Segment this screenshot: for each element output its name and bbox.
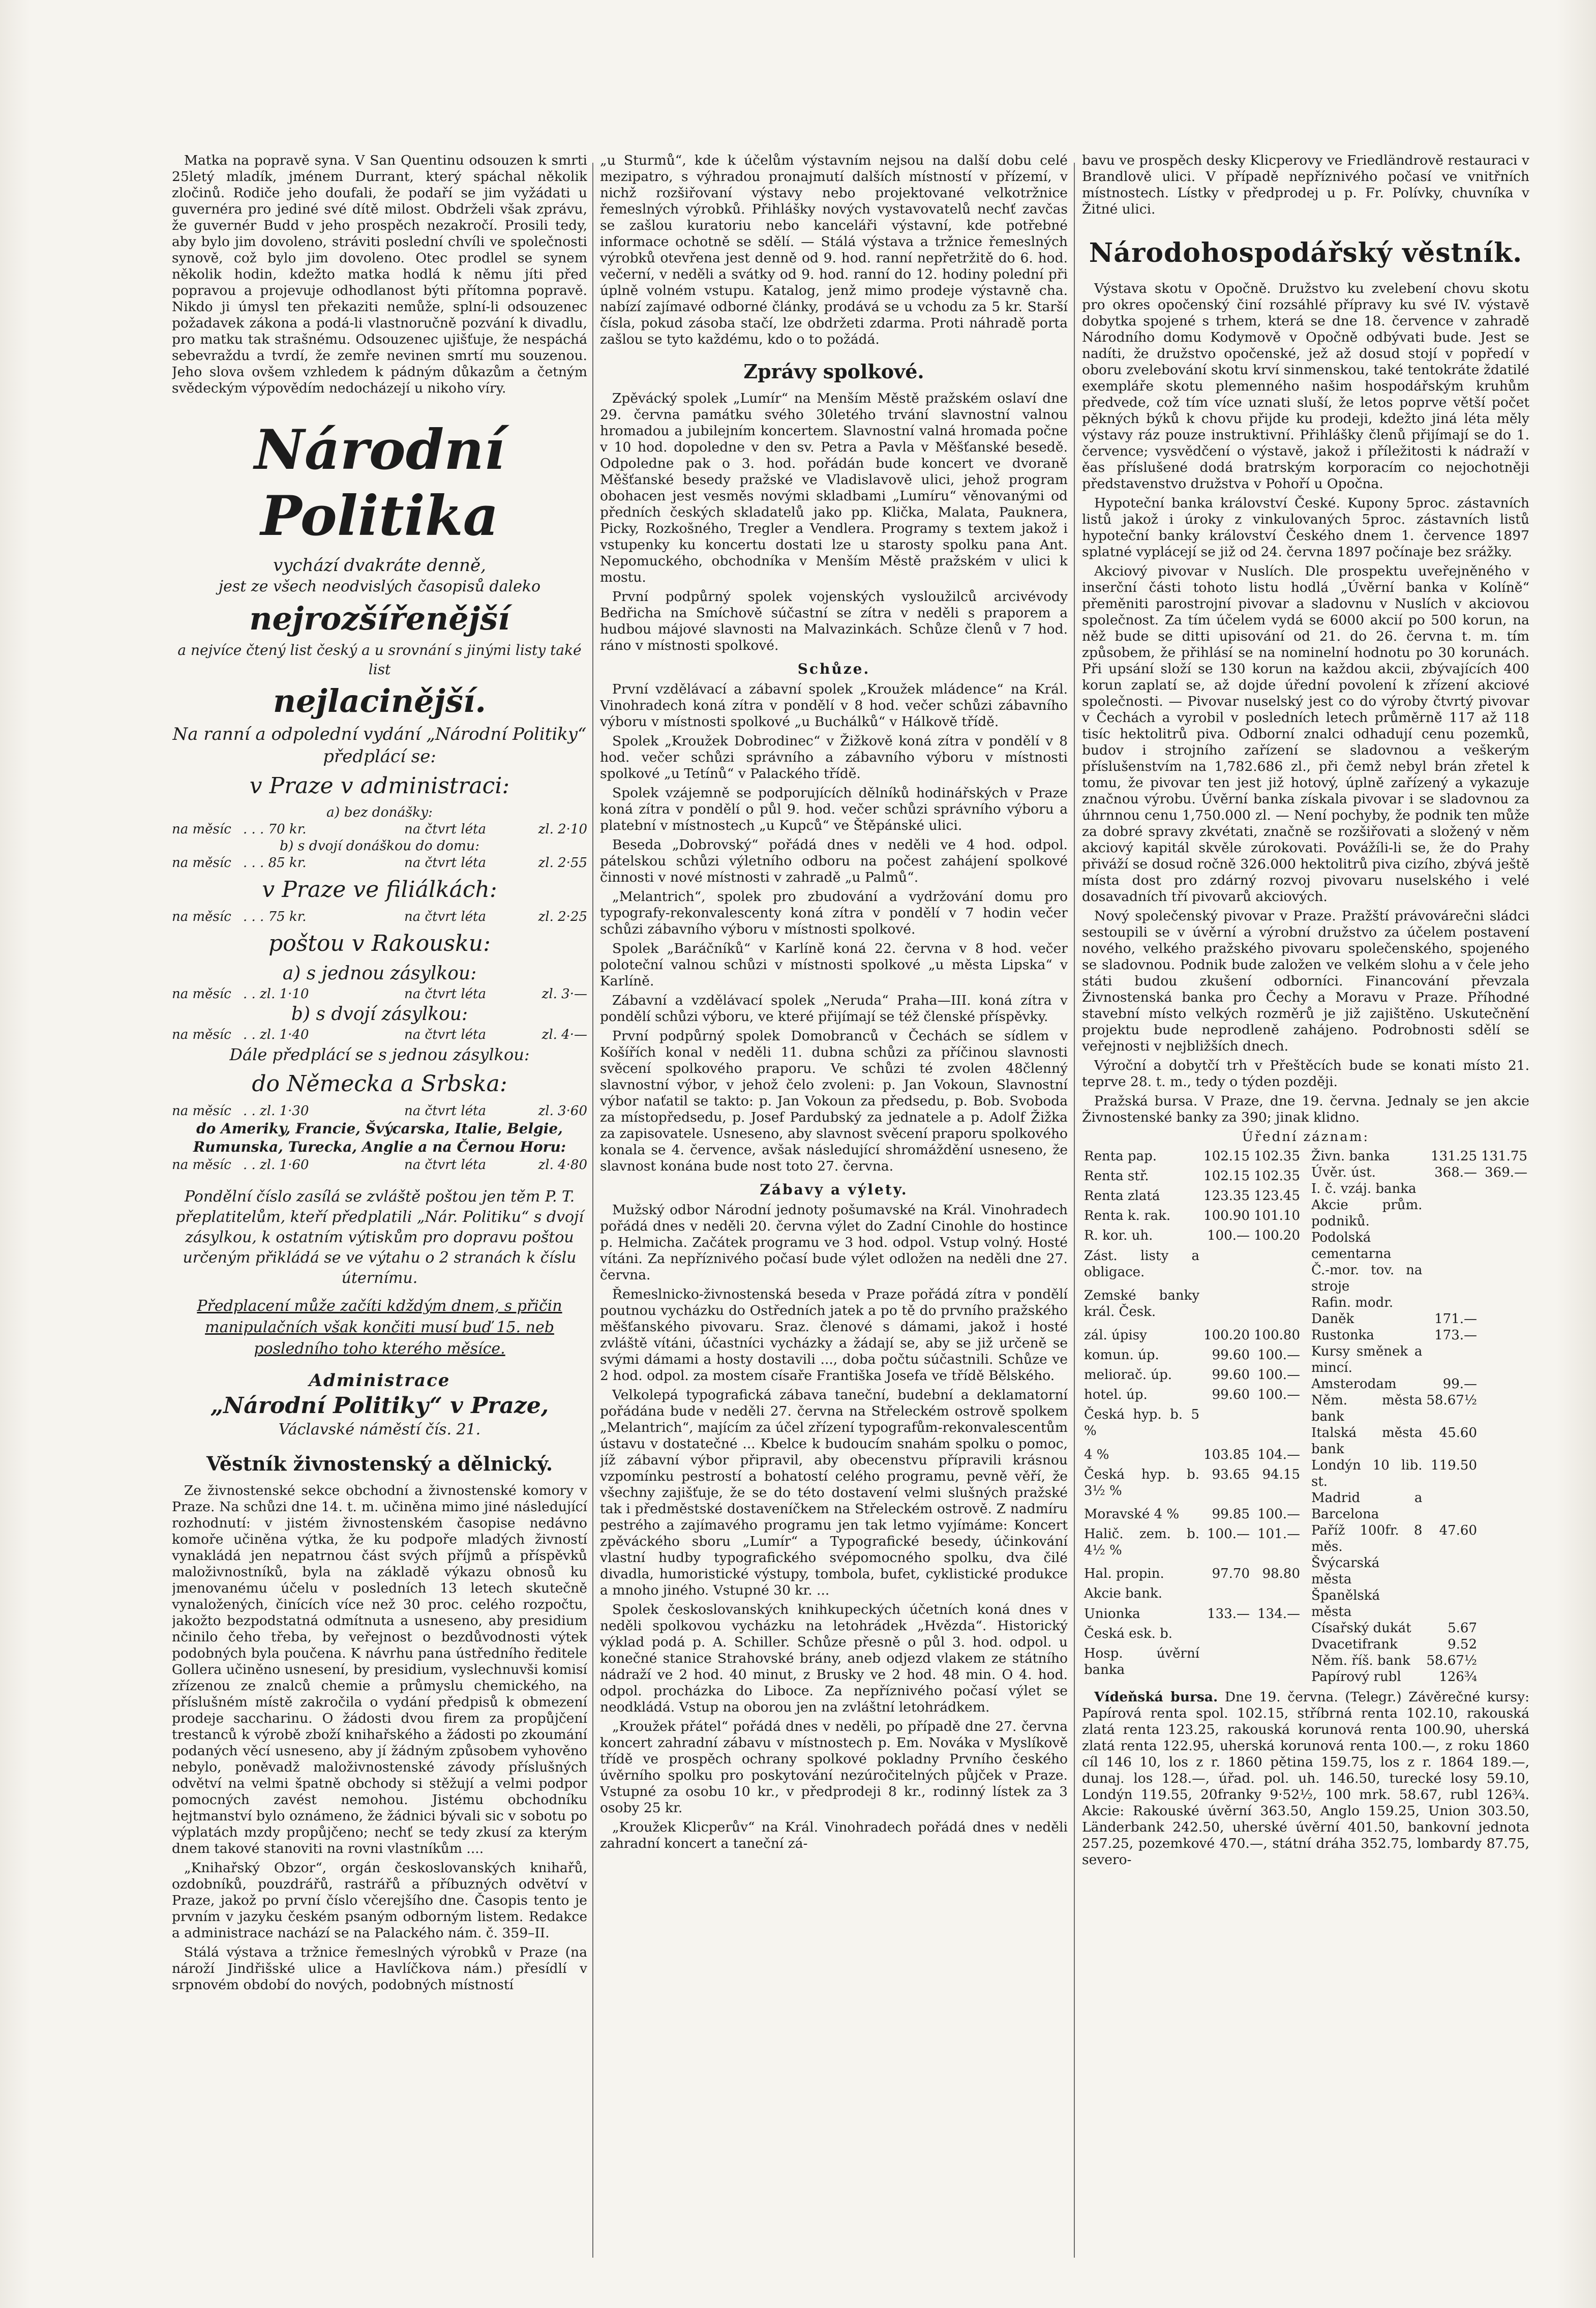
rates-heading: Úřední záznam: xyxy=(1242,1129,1370,1145)
rate-value: 102.15 xyxy=(1203,1149,1250,1164)
rate-value: 93.65 xyxy=(1212,1466,1250,1482)
rate-value: 134.— xyxy=(1257,1606,1300,1622)
rate-label: 4 % xyxy=(1084,1447,1109,1462)
rate-row xyxy=(1082,1347,1302,1367)
rate-row xyxy=(1309,1490,1529,1522)
rate-row xyxy=(1309,1295,1529,1311)
rate-label: Paříž 100fr. 8 měs. xyxy=(1311,1523,1423,1554)
article-paragraph: Ze živnostenské sekce obchodní a živnostenské komory v Praze. Na schůzi dne 14. t. m. učiněna mimo jiné následující rozhodnutí: v jistém živnostenském časopise nedávno komoře učiněna výtka, že ku podpoře mladých živností vynakládá jen nepatrnou část svých příjmů a příspěvků maloživnostníků, byla na základě výkazu obnosů ku jmenovanému účelu v posledních 13 letech skutečně vynaložených, činících více než 30 proc. celého rozpočtu, jakožto bezpodstatná odmítnuta a usneseno, aby presidium nčinilo čeho třeba, by veřejnost o bezdůvodnosti výtek podobných byla poučena. K návrhu pana ústředního ředitele Gollera učiněno usnesení, by presidium, vyslechnuvši komisí zřízenou ze znalců chemie a průmyslu chemického, na příslušném místě zakročila o vydání předpisů k obmezení prodeje saccharinu. O žádosti dvou firem za propůjčení trestanců k výrobě zboží knihařského a žádosti po zkoumání podaných věcí usneseno, aby jí žádným způsobem vyhověno nebylo, poněvadž maloživnostenské závody příslušných odvětví na velmi špatně obchody si stěžují a velmi podpor pomocných zavést nemohou. Jistému obchodníku hejtmanství bylo oznámeno, že žádnici bývali sic v sobotu po výplatách mzdy propůjčeno; nechť se tedy zkusí za kterým dnem takové stanoviti na rovni vlastníkům .... xyxy=(172,1483,587,1856)
rate-label: Živn. banka xyxy=(1311,1149,1390,1164)
article-paragraph: Spolek „Baráčníků“ v Karlíně koná 22. června v 8 hod. večer poloteční valnou schůzi v místnosti spolkové „u města Lipska“ v Karlíně. xyxy=(600,941,1068,989)
rate-label: hotel. úp. xyxy=(1084,1387,1148,1403)
rate-value xyxy=(1252,1406,1302,1446)
rate-value xyxy=(1479,1425,1529,1457)
rate-value xyxy=(1479,1587,1529,1620)
rate-row xyxy=(1082,1606,1302,1626)
rate-label: Podolská cementarna xyxy=(1311,1230,1392,1262)
rate-label: Císařský dukát xyxy=(1311,1621,1411,1636)
price-row: na měsíc . . zl. 1·60 na čtvrt léta zl. 4·80 xyxy=(172,1157,587,1173)
rates-tables xyxy=(1082,1148,1529,1685)
rate-label: Něm. města bank xyxy=(1311,1393,1423,1424)
article-paragraph: Mužský odbor Národní jednoty pošumavské na Král. Vinohradech pořádá dnes v neděli 20. června výlet do Zadní Cinohle do hostince p. Helmicha. Začátek programu ve 3 hod. odpol. Vstup volný. Hosté vítáni. Za nepříznivého počasí bude výlet odložen na neděli dne 27. června. xyxy=(600,1202,1068,1283)
rate-row xyxy=(1082,1227,1302,1247)
rate-value: 99.85 xyxy=(1212,1506,1250,1522)
section-heading: Národohospodářský věstník. xyxy=(1089,237,1523,268)
rate-value xyxy=(1252,1287,1302,1327)
price-row: na měsíc . . zl. 1·40 na čtvrt léta zl. 4·— xyxy=(172,1027,587,1042)
rate-label: Dvacetifrank xyxy=(1311,1637,1398,1652)
np-advert-note: Předplacení může začíti kdždým dnem, s přičin manipulačních však končiti musí buď 15. neb posledního toho kterého měsíce. xyxy=(197,1297,562,1358)
rate-value xyxy=(1424,1262,1479,1295)
rate-label: Rafin. modr. xyxy=(1311,1295,1394,1310)
rate-value: 58.67½ xyxy=(1426,1653,1478,1668)
rate-value xyxy=(1479,1457,1529,1490)
rate-row xyxy=(1082,1645,1302,1685)
article-paragraph: „Kroužek přátel“ pořádá dnes v neděli, po případě dne 27. června koncert zahradní zábavu v místnostech p. Em. Nováka v Myslíkově třídě ve prospěch ochrany spolkové pokladny Prvního českého úvěrního spolku pro poskytování nezúročitelných půjček v Praze. Vstupné za osobu 10 kr., v předprodeji 8 kr., rodinný lístek za 3 osoby 25 kr. xyxy=(600,1719,1068,1816)
rate-value: 58.67½ xyxy=(1426,1393,1478,1408)
article-paragraph: „Kroužek Klicperův“ na Král. Vinohradech pořádá dnes v neděli zahradní koncert a taneční zá- xyxy=(600,1819,1068,1851)
rate-value: 100.80 xyxy=(1254,1327,1300,1343)
rate-row xyxy=(1309,1653,1529,1669)
rate-label: Hosp. úvěrní banka xyxy=(1084,1645,1200,1677)
bursa-heading: Vídeňská bursa. xyxy=(1094,1689,1218,1705)
article-paragraph: Beseda „Dobrovský“ pořádá dnes v neděli ve 4 hod. odpol. pátelskou schůzi výletního odboru na počest zahájení spolkové činnosti v nové místnosti v zahradě „u Palmů“. xyxy=(600,837,1068,885)
rate-value xyxy=(1201,1585,1252,1605)
rate-value: 101.— xyxy=(1257,1526,1300,1542)
rate-row xyxy=(1309,1262,1529,1295)
rate-label: Č.-mor. tov. na stroje xyxy=(1311,1263,1423,1294)
rate-label: Renta stř. xyxy=(1084,1168,1149,1184)
rate-label: Renta zlatá xyxy=(1084,1188,1160,1204)
np-advert-line: Na ranní a odpolední vydání „Národní Politiky“ předplácí se: xyxy=(172,724,587,767)
admin-heading: „Národní Politiky“ v Praze, xyxy=(210,1393,549,1419)
price-heading: v Praze ve filiálkách: xyxy=(262,877,497,903)
rate-row xyxy=(1309,1457,1529,1490)
price-sub: a) bez donášky: xyxy=(326,804,433,820)
rate-value xyxy=(1424,1295,1479,1311)
rate-value: 171.— xyxy=(1434,1311,1478,1327)
article-paragraph: První podpůrný spolek vojenských vysloužilců arcivévody Bedřicha na Smíchově súčastní se zítra v neděli s praporem a hudbou májové slavnosti na Malvazinkách. Schůze členů v 7 hod. ráno v místnosti spolkové. xyxy=(600,589,1068,653)
rate-row xyxy=(1082,1506,1302,1526)
rate-label: Kursy směnek a mincí. xyxy=(1311,1344,1423,1375)
rate-value: 101.10 xyxy=(1254,1208,1300,1224)
rate-label: Amsterodam xyxy=(1311,1376,1397,1392)
article-paragraph: Velkolepá typografická zábava taneční, budební a deklamatorní pořádána bude v neděli 27. června na Střeleckém ostrově spolkem „Melantrich“, majícím za účel zřízení typografům-rekonvalescentům ústavu v dostatečné ... Kbelce k budoucím snahám spolku o pomoc, jíž zábavní výbor připravil, aby obecenstvu přípravili krásnou vzpomínku pestrostí a bohatostí celého programu, pevně věří, že všechny zajišťuje, že se do této dostavení velmi slušných pražské tak i předměstské dostaveníčkem na Střeleckém ostrově. Z nadmíru pestrého a zajímavého programu jen tak letmo vyjímáme: Koncert zpěváckého sboru „Lumír“ a Typografické besedy, účinkování vlastní hudby typografického svépomocného spolku, dva čilé divadla, humoristické výstupy, tombola, bufet, cyklistické produkce a mnoho jiného. Vstupné 30 kr. ... xyxy=(600,1387,1068,1598)
rate-row xyxy=(1082,1168,1302,1188)
rate-row xyxy=(1082,1526,1302,1566)
rate-value: 5.67 xyxy=(1448,1621,1478,1636)
article-paragraph: Nový společenský pivovar v Praze. Pražští právovárečni sládci sestoupili se v úvěrní a výrobní družstvo za účelem postavení nového, velkého pražského pivovaru společenského, spojeného se sladovnou. Podnik bude založen ve velkém slohu a v čele jeho státi budou zkušení odborníci. Financování převzala Živnostenská banka pro Čechy a Moravu v Praze. Příhodné stavební místo velkých rozměrů je již zajištěno. Uskutečnění projektu bude neprodleně zahájeno. Podrobnosti sdělí se veřejnosti v nejbližších dnech. xyxy=(1082,908,1529,1054)
rate-label: Španělská města xyxy=(1311,1588,1380,1620)
rate-value: 100.— xyxy=(1207,1526,1250,1542)
rate-row xyxy=(1082,1447,1302,1466)
rate-value xyxy=(1479,1197,1529,1230)
rate-value: 100.— xyxy=(1257,1506,1300,1522)
rate-label: Akcie bank. xyxy=(1084,1586,1162,1602)
article-paragraph: Zábavní a vzdělávací spolek „Neruda“ Praha—III. koná zítra v pondělí schůzi výboru, ve které přijímají se též členské příspěvky. xyxy=(600,993,1068,1025)
rate-value xyxy=(1479,1620,1529,1636)
rate-value: 100.— xyxy=(1257,1347,1300,1363)
rate-label: Hal. propin. xyxy=(1084,1566,1164,1582)
rate-row xyxy=(1309,1148,1529,1164)
rate-value: 104.— xyxy=(1257,1447,1300,1462)
article-paragraph: Spolek vzájemně se podporujících dělníků hodinářských v Praze koná zítra v pondělí o půl 9. hod. večer schůzi správního výboru a platební v místnostech „u Kupců“ ve Štěpánské ulici. xyxy=(600,785,1068,833)
article-paragraph: Zpěvácký spolek „Lumír“ na Menším Městě pražském oslaví dne 29. června památku svého 30letého trvání slavnostní valnou hromadou a jubilejním koncertem. Slavnostní valná hromada počne v 10 hod. dopoledne v den sv. Petra a Pavla v Měšťanské besedě. Odpoledne pak o 3. hod. pořádán bude koncert ve dvoraně Měšťanské besedy pražské ve Vladislavově ulici, jehož program obohacen jest vesměs novými skladbami „Lumíru“ věnovanými od předních českých skladatelů jako pp. Klička, Malata, Pauknera, Picky, Rozkošného, Tregler a Vendlera. Programy s textem jakož i vstupenky ku koncertu dostati lze u starosty spolku pana Ant. Nepomuckého, obchodníka v Menším Městě pražském v ulici k mostu. xyxy=(600,391,1068,585)
rate-value xyxy=(1252,1248,1302,1287)
rate-value: 100.20 xyxy=(1203,1327,1250,1343)
rate-value: 99.— xyxy=(1442,1376,1478,1392)
price-row: na měsíc . . zl. 1·10 na čtvrt léta zl. 3·— xyxy=(172,986,587,1002)
column-rule xyxy=(592,163,593,2258)
rate-label: Renta pap. xyxy=(1084,1149,1157,1164)
rate-value xyxy=(1479,1636,1529,1653)
rate-row xyxy=(1309,1636,1529,1653)
np-advert-headline: nejrozšířenější xyxy=(249,600,510,637)
article-paragraph: První podpůrný spolek Domobranců v Čechách se sídlem v Košířích konal v neděli 11. dubna schůzi za příčinou slavnosti svěcení spolkového praporu. Ve schůzi té zvolen 48členný slavnostní výbor, v jehož čelo zvoleni: p. Jan Vokoun, Slavnostní výbor naťatil se takto: p. Jan Vokoun za předsedu, p. Bob. Svoboda za místopředsedu, p. Josef Pardubský za jednatele a p. Adolf Žižka za zapisovatele. Usneseno, aby slavnost svěcení praporu spolkového konala se 4. července, avšak následující shromáždění usneseno, že slavnost konána bude nost toto 27. června. xyxy=(600,1028,1068,1174)
admin-address: Václavské náměstí čís. 21. xyxy=(278,1421,481,1438)
rate-value: 99.60 xyxy=(1212,1367,1250,1383)
rate-value: 98.80 xyxy=(1262,1566,1300,1582)
rate-label: Česká esk. b. xyxy=(1084,1626,1173,1641)
article-paragraph: Výroční a dobytčí trh v Přeštěcích bude se konati místo 21. teprve 28. t. m., tedy o týden později. xyxy=(1082,1058,1529,1090)
rate-value: 47.60 xyxy=(1439,1523,1478,1538)
rate-row xyxy=(1309,1392,1529,1425)
rate-label: zál. úpisy xyxy=(1084,1327,1147,1343)
price-sub: a) s jednou zásylkou: xyxy=(282,963,477,984)
rate-row xyxy=(1309,1164,1529,1181)
rate-label: Akcie prům. podniků. xyxy=(1311,1197,1423,1229)
rate-row xyxy=(1082,1626,1302,1645)
rate-value xyxy=(1201,1645,1252,1685)
rate-value xyxy=(1479,1490,1529,1522)
price-heading: poštou v Rakousku: xyxy=(268,931,491,956)
rate-row xyxy=(1082,1148,1302,1168)
rate-value: 126¾ xyxy=(1439,1669,1478,1685)
rate-row xyxy=(1309,1311,1529,1327)
rate-row xyxy=(1309,1522,1529,1555)
article-paragraph: „u Sturmů“, kde k účelům výstavním nejsou na další dobu celé mezipatro, s výhradou pronajmutí dalších místností v přízemí, v nichž rozšiřovaní výstavy nebo projektované velkotržnice řemeslných výrobků. Přihlášky nových vystavovatelů nechť zavčas se zašlou kuratoriu nebo kanceláři výstavní, kde potřebné informace ochotně se sdělí. — Stálá výstava a tržnice řemeslných výrobků otevřena jest denně od 9. hod. ranní nepřetržitě do 6. hod. večerní, v neděli a svátky od 9. hod. ranní do 12. hodiny polední při úplně volném vstupu. Katalog, jenž mimo prodeje výstavně cha. nabízí zajímavé odborné články, prodává se u vchodu za 5 kr. Starší čísla, pokud zásoba stačí, lze obdržeti zdarma. Proti náhradě porta zašlou se tyto každému, kdo o to požádá. xyxy=(600,153,1068,347)
rate-row xyxy=(1309,1587,1529,1620)
rate-value: 102.35 xyxy=(1254,1149,1300,1164)
rate-label: Něm. říš. bank xyxy=(1311,1653,1410,1668)
rate-label: Rustonka xyxy=(1311,1328,1374,1343)
rate-value: 119.50 xyxy=(1431,1458,1478,1473)
rate-row xyxy=(1309,1669,1529,1685)
np-advert-headline: nejlacinější. xyxy=(273,682,486,720)
rate-value: 173.— xyxy=(1434,1328,1478,1343)
article-paragraph: Stálá výstava a tržnice řemeslných výrobků v Praze (na nároží Jindřišské ulice a Havlíčkova nám.) přesídlí v srpnovém období do nových, podobných místností xyxy=(172,1944,587,1993)
rate-label: R. kor. uh. xyxy=(1084,1228,1153,1244)
rate-row xyxy=(1309,1555,1529,1587)
rate-label: Zást. listy a obligace. xyxy=(1084,1248,1200,1280)
column-3 xyxy=(1082,153,1529,2263)
rate-row xyxy=(1082,1248,1302,1287)
rate-value: 99.60 xyxy=(1212,1347,1250,1363)
rate-row xyxy=(1082,1566,1302,1585)
price-sub: Dále předplácí se s jednou zásylkou: xyxy=(229,1045,530,1064)
rate-row xyxy=(1082,1367,1302,1387)
rate-value: 131.25 xyxy=(1431,1149,1478,1164)
rate-value xyxy=(1479,1327,1529,1343)
price-sub: do Ameriky, Francie, Švýcarska, Italie, Belgie, Rumunska, Turecka, Anglie a na Černou Horu: xyxy=(193,1120,566,1155)
rate-row xyxy=(1082,1287,1302,1327)
rate-label: Moravské 4 % xyxy=(1084,1506,1180,1522)
price-row: na měsíc . . . 85 kr. na čtvrt léta zl. 2·55 xyxy=(172,855,587,871)
rate-value xyxy=(1201,1406,1252,1446)
rate-row xyxy=(1082,1208,1302,1227)
rate-value xyxy=(1479,1181,1529,1197)
rate-value: 103.85 xyxy=(1203,1447,1250,1462)
rate-row xyxy=(1082,1188,1302,1208)
price-heading: v Praze v administraci: xyxy=(249,773,510,799)
article-paragraph: bavu ve prospěch desky Klicperovy ve Friedländrově restauraci v Brandlově ulici. V případě nepříznivého počasí ve vnitřních místnostech. Lístky v předprodej u p. Fr. Polívky, chuvníka v Žitné ulici. xyxy=(1082,153,1529,217)
rate-value xyxy=(1201,1248,1252,1287)
rate-row xyxy=(1309,1620,1529,1636)
rate-row xyxy=(1082,1406,1302,1446)
rate-label: Papírový rubl xyxy=(1311,1669,1401,1685)
rate-value: 100.90 xyxy=(1203,1208,1250,1224)
rate-value xyxy=(1424,1490,1479,1522)
admin-heading: Administrace xyxy=(309,1370,450,1391)
rate-label: Londýn 10 lib. st. xyxy=(1311,1458,1423,1489)
article-paragraph xyxy=(1082,1689,1529,1868)
rate-value xyxy=(1252,1626,1302,1645)
rate-value: 123.45 xyxy=(1254,1188,1300,1204)
rates-table-right xyxy=(1309,1148,1529,1685)
bursa-text: Dne 19. června. (Telegr.) Závěrečné kursy: Papírová renta spol. 102.15, stříbrná renta 102.10, rakouská zlatá renta 123.25, rakouská korunová renta 100.90, uherská zlatá renta 122.95, uherská korunová renta 100.—, z roku 1860 cíl 146 10, los z r. 1860 pětina 159.75, los z r. 1864 189.—, dunaj. los 128.—, úřad. pol. uh. 146.50, turecké losy 59.10, Londýn 119.55, 20franky 9·52½, 100 mrk. 58.67, rubl 126¾. Akcie: Rakouské úvěrní 363.50, Anglo 159.25, Union 303.50, Länderbank 242.50, uherské úvěrní 401.50, bankovní jednota 257.25, pozemkové 470.—, státní dráha 352.75, lombardy 87.75, severo- xyxy=(1082,1689,1529,1868)
rate-value: 133.— xyxy=(1207,1606,1250,1622)
rate-label: I. č. vzáj. banka xyxy=(1311,1181,1417,1196)
np-advert-line: jest ze všech neodvislých časopisů daleko xyxy=(218,578,541,595)
rate-value xyxy=(1479,1343,1529,1376)
article-paragraph: Matka na popravě syna. V San Quentinu odsouzen k smrti 25letý mladík, jménem Durrant, který spáchal několik zločinů. Rodiče jeho doufali, že podaří se jim vyžádati u guvernéra pro jediné své dítě milost. Obdrželi však zprávu, že guvernér Budd v jeho prospěch nezakročí. Prosili tedy, aby bylo jim dovoleno, stráviti poslední chvíli ve společnosti synově, což bylo jim dovoleno. Otec prodlel se synem několik hodin, kdežto matka hodlá k němu jíti před popravou a projevuje odhodlanost býti přítomna popravě. Nikdo ji úmysl ten překaziti nemůže, splní-li odsouzenec požadavek zákona a podá-li vlastnoručně pozvání k divadlu, pro matku tak strašnému. Odsouzenec ujišťuje, že nespáchá sebevraždu a tvrdí, že zemře nevinen smrtí mu souzenou. Jeho slova ovšem vzhledem k pádným důkazům a četným svědeckým výpovědím nedocházejí u nikoho víry. xyxy=(172,153,587,396)
np-advert-note: Pondělní číslo zasílá se zvláště poštou jen těm P. T. přeplatitelům, kteří předplatili „Nár. Politiku“ s dvojí zásylkou, k ostatním výtiskům pro dopravu poštou určeným přikládá se ve výtahu o 2 stranách k číslu úternímu. xyxy=(175,1188,584,1287)
price-heading: do Německa a Srbska: xyxy=(252,1071,507,1097)
article-paragraph: „Knihařský Obzor“, orgán českoslovanských knihařů, ozdobníků, pouzdrářů, rastrářů a příbuzných odvětví v Praze, jakož po první číslo včerejšího dne. Časopis tento je prvním v jazyku českém psaným odborným listem. Redakce a administrace nachází se na Palackého nám. č. 359–II. xyxy=(172,1860,587,1941)
rate-row xyxy=(1309,1343,1529,1376)
price-row: na měsíc . . . 70 kr. na čtvrt léta zl. 2·10 xyxy=(172,822,587,837)
rate-label: Švýcarská města xyxy=(1311,1555,1380,1587)
column-2 xyxy=(600,153,1068,2263)
price-row: na měsíc . . zl. 1·30 na čtvrt léta zl. 3·60 xyxy=(172,1103,587,1119)
rate-label: meliorač. úp. xyxy=(1084,1367,1172,1383)
np-advert-title: Národní Politika xyxy=(254,418,505,548)
rate-value: 368.— xyxy=(1434,1165,1478,1180)
rate-value xyxy=(1479,1653,1529,1669)
rate-row xyxy=(1309,1327,1529,1343)
rate-value: 100.— xyxy=(1207,1228,1250,1244)
rate-label: Česká hyp. b. 3½ % xyxy=(1084,1466,1200,1498)
rate-value xyxy=(1424,1587,1479,1620)
rate-row xyxy=(1082,1387,1302,1406)
rate-value xyxy=(1479,1392,1529,1425)
price-sub: b) s dvojí zásylkou: xyxy=(291,1004,468,1025)
rate-label: Zemské banky král. Česk. xyxy=(1084,1287,1200,1320)
article-paragraph: Pražská bursa. V Praze, dne 19. června. Jednaly se jen akcie Živnostenské banky za 390; jinak klidno. xyxy=(1082,1093,1529,1125)
article-paragraph: Hypoteční banka království České. Kupony 5proc. zástavních listů jakož i úroky z vinkulovaných 5proc. zástavních listů hypoteční banky království Českého dnem 1. července 1897 splatné vyplácejí se již od 24. června 1897 počínaje bez srážky. xyxy=(1082,495,1529,560)
rate-value xyxy=(1479,1376,1529,1392)
article-paragraph: Výstava skotu v Opočně. Družstvo ku zvelebení chovu skotu pro okres opočenský činí rozsáhlé přípravy ku své IV. výstavě dobytka spojené s trhem, která se dne 18. července v zahradě Národního domu Kodymově v Opočně odbývati bude. Jest se nadíti, že družstvo opočenské, jež až dosud stojí v popředí v oboru zvelebování skotu krví sinmenskou, také tentokráte ždatilé exempláře skotu plemenného našim hospodářským kruhům předvede, což tím více uznati sluší, že letos poprve větší počet pěkných býků k chovu přijde ku prodeji, kdežto jiná léta měly výstavy ráz pouze instruktivní. Přihlášky členů přijímají se do 1. července; vysvědčení o výstavě, jakož i příležitosti k nádraží v ěas příslušené dodá bratrským korporacím co nejochotněji představenstvo družstva v Pohoří u Opočna. xyxy=(1082,281,1529,492)
rate-label: Halič. zem. b. 4½ % xyxy=(1084,1526,1200,1558)
rate-value xyxy=(1252,1645,1302,1685)
rate-row xyxy=(1309,1425,1529,1457)
article-paragraph: První vzdělávací a zábavní spolek „Kroužek mládence“ na Král. Vinohradech koná zítra v pondělí v 8 hod. večer schůzi zábavního výboru v místnosti spolkové „u Buchálků“ v Hálkově třídě. xyxy=(600,681,1068,730)
rate-value xyxy=(1424,1197,1479,1230)
rate-row xyxy=(1309,1376,1529,1392)
rate-row xyxy=(1309,1181,1529,1197)
article-paragraph: Spolek „Kroužek Dobrodinec“ v Žižkově koná zítra v pondělí v 8 hod. večer schůzi správního a zábavního výboru v místnosti spolkové „u Tetínů“ v Palackého třídě. xyxy=(600,733,1068,782)
section-heading: Věstník živnostenský a dělnický. xyxy=(206,1452,553,1475)
rate-label: Renta k. rak. xyxy=(1084,1208,1171,1224)
price-row: na měsíc . . . 75 kr. na čtvrt léta zl. 2·25 xyxy=(172,909,587,924)
article-paragraph: Spolek českoslovanských knihkupeckých účetních koná dnes v neděli spolkovou vycházku na letohrádek „Hvězda“. Historický výklad podá p. A. Schiller. Schůze přesně o půl 3. hod. odpol. u konečné stanice Strahovské brány, aneb odjezd vlakem ze státního nádraží ve 2 hod. 40 minut, z Brusky ve 2 hod. 48 min. O 4. hod. odpol. procházka do Liboce. Za nepříznivého počasí výlet se neodkládá. Vstup na oborou jen na zvláštní letohrádkem. xyxy=(600,1602,1068,1715)
rate-label: Italská města bank xyxy=(1311,1425,1423,1457)
rate-value xyxy=(1424,1181,1479,1197)
rate-value: 94.15 xyxy=(1262,1466,1300,1482)
rate-value xyxy=(1424,1555,1479,1587)
rate-value xyxy=(1479,1295,1529,1311)
rate-label: komun. úp. xyxy=(1084,1347,1159,1363)
rate-value xyxy=(1479,1230,1529,1262)
rate-value xyxy=(1479,1262,1529,1295)
rate-value: 100.20 xyxy=(1254,1228,1300,1244)
rate-value xyxy=(1479,1669,1529,1685)
rate-label: Úvěr. úst. xyxy=(1311,1165,1376,1180)
rate-value: 100.— xyxy=(1257,1367,1300,1383)
np-advert-line: vychází dvakráte denně, xyxy=(273,555,486,576)
article-paragraph: Řemeslnicko-živnostenská beseda v Praze pořádá zítra v pondělí poutnou vycházku do Ostředních jatek a po tě do prvního pražského měšťanského pivovaru. Sraz. členové s dámami, jakož i hosté zvláště vítáni, účastníci vycházky a žádají se, aby se již určeně se svými dámami a hosty dostavili ..., doba počtu súčastnili. Schůze ve 2 hod. odpol. za mostem císaře Františka Josefa ve třídě Bělského. xyxy=(600,1286,1068,1384)
rate-value xyxy=(1424,1343,1479,1376)
rate-row xyxy=(1309,1197,1529,1230)
rate-value: 97.70 xyxy=(1212,1566,1250,1582)
rate-label: Daněk xyxy=(1311,1311,1354,1327)
rate-value: 99.60 xyxy=(1212,1387,1250,1403)
subsection-heading: Zábavy a výlety. xyxy=(760,1181,908,1198)
rate-value: 131.75 xyxy=(1481,1149,1527,1164)
rate-value xyxy=(1479,1555,1529,1587)
section-heading: Zprávy spolkové. xyxy=(743,360,924,383)
rate-row xyxy=(1082,1466,1302,1506)
rate-row xyxy=(1309,1230,1529,1262)
rate-value xyxy=(1479,1522,1529,1555)
article-paragraph: Akciový pivovar v Nuslích. Dle prospektu uveřejněného v inserční části tohoto listu hodlá „Úvěrní banka v Kolíně“ přeměniti parostrojní pivovar a sladovnu v Nuslích v akciovou společnost. Za tím účelem vydá se 6000 akcií po 500 korun, na něž bude se ditti upisování od 21. do 26. června t. m. tím způsobem, že přihlásí se na nominelní hodnotu po 30 korunách. Při upsání složí se 130 korun na každou akcii, zbývajících 400 korun zaplatí se, až dojde úřední povolení k zřízení akciové společnosti. — Pivovar nuselský jest co do výroby čtvrtý pivovar v Čechách a vyrobil v posledních letech průměrně 117 až 118 tisíc hektolitrů piva. Odborní znalci odhadují cenu pozemků, budov i strojního zařízení se sladovnou a veškerým příslušenstvím na 1,782.686 zl., při čemž nebyl brán zřetel k tomu, že pivovar ten jest již hotový, úplně zařízený a vykazuje značnou výrobu. Úvěrní banka získala pivovar i se sladovnou za úhrnnou cenu 1,750.000 zl. — Není pochyby, že podnik ten může za dobré spravy zkvétati, značně se rozšiřovati a složený v něm akciový kapitál skvěle zúrokovati. Povážíli-li se, že do Prahy přiváží se dosud ročně 326.000 hektolitrů piva cizího, zbývá ještě místa dost pro zdárný rozvoj pivovaru nuselského i velé dosavadních tří pivovarů akciových. xyxy=(1082,563,1529,905)
rate-value xyxy=(1201,1287,1252,1327)
rate-label: Madrid a Barcelona xyxy=(1311,1490,1423,1522)
rate-row xyxy=(1082,1585,1302,1605)
column-1 xyxy=(172,153,587,2263)
rate-label: Unionka xyxy=(1084,1606,1140,1622)
rate-value: 369.— xyxy=(1485,1165,1527,1180)
rates-table-left xyxy=(1082,1148,1302,1685)
subsection-heading: Schůze. xyxy=(797,661,870,677)
rate-value: 9.52 xyxy=(1448,1637,1478,1652)
rate-value xyxy=(1479,1311,1529,1327)
rate-value xyxy=(1424,1230,1479,1262)
rate-value: 102.35 xyxy=(1254,1168,1300,1184)
rate-value xyxy=(1201,1626,1252,1645)
rate-label: Česká hyp. b. 5 % xyxy=(1084,1407,1200,1439)
rate-value: 45.60 xyxy=(1439,1425,1478,1441)
rate-row xyxy=(1082,1327,1302,1347)
rate-value: 102.15 xyxy=(1203,1168,1250,1184)
article-paragraph: „Melantrich“, spolek pro zbudování a vydržování domu pro typografy-rekonvalescenty koná zítra v pondělí v 7 hodin večer schůzi zábavního výboru v místnosti spolkové. xyxy=(600,889,1068,937)
rate-value: 100.— xyxy=(1257,1387,1300,1403)
column-rule xyxy=(1074,163,1075,2258)
rate-value: 123.35 xyxy=(1203,1188,1250,1204)
np-advert-line: a nejvíce čtený list český a u srovnání s jinými listy také list xyxy=(177,642,582,678)
price-sub: b) s dvojí donáškou do domu: xyxy=(279,838,480,854)
rate-value xyxy=(1252,1585,1302,1605)
